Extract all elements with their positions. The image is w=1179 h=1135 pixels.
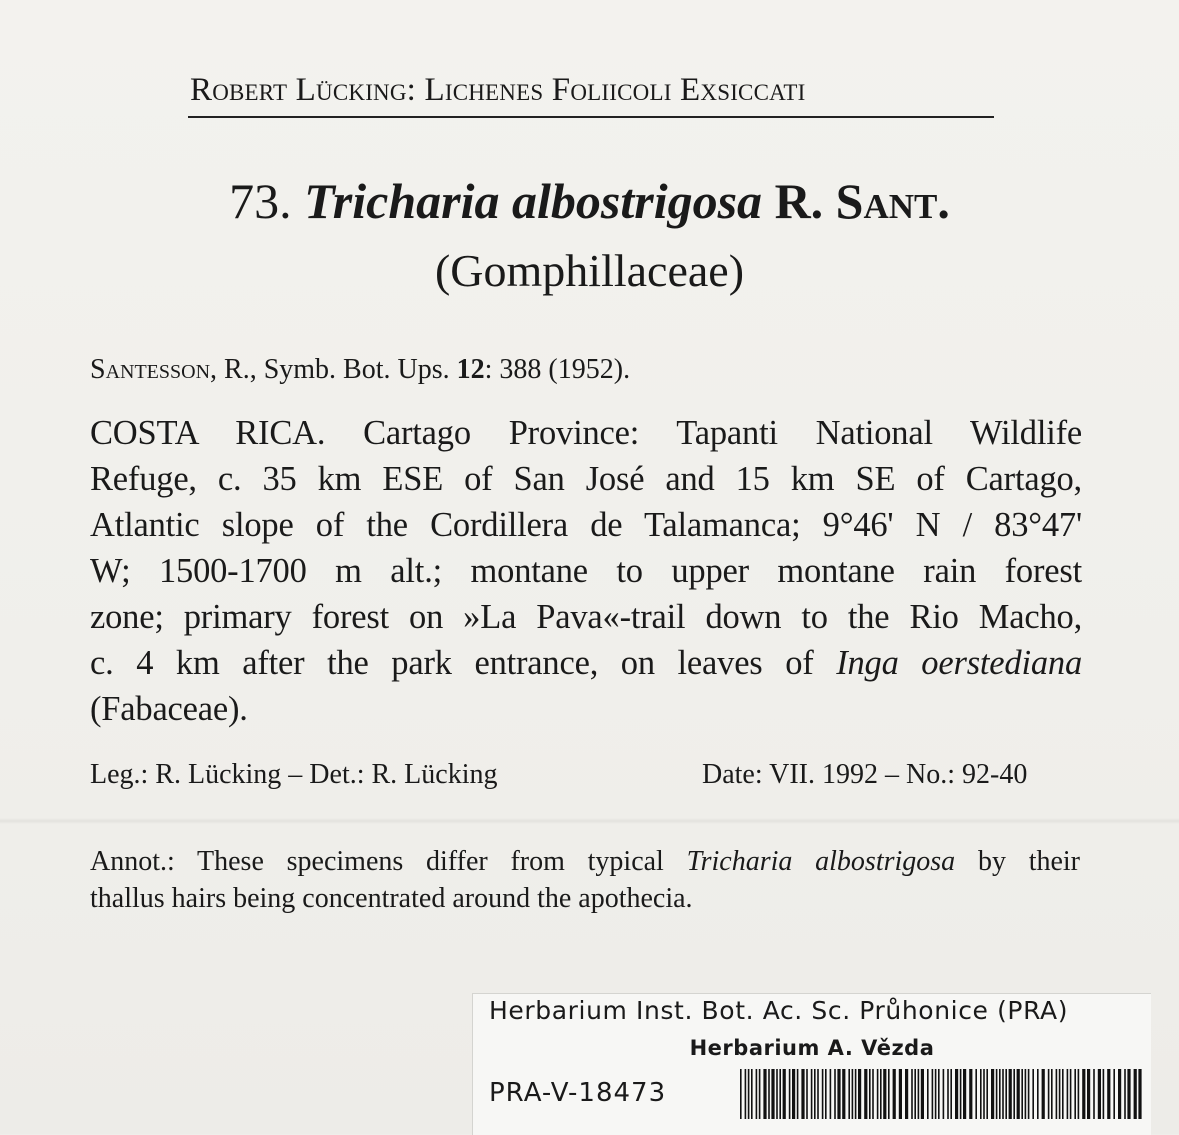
barcode-bar (1032, 1069, 1034, 1119)
barcode-bar (1021, 1069, 1023, 1119)
reference-pages: : 388 (1952). (484, 354, 631, 385)
barcode-bar (1025, 1069, 1027, 1119)
barcode-bar (1098, 1069, 1101, 1119)
locality-line: Atlantic slope of the Cordillera de Talamanca; 9°46' N / 83°47' (90, 506, 1082, 544)
barcode-bar (1042, 1069, 1045, 1119)
barcode-bar (880, 1069, 882, 1119)
barcode-bar (943, 1069, 945, 1119)
barcode-bar (927, 1069, 929, 1119)
barcode-bar (1037, 1069, 1039, 1119)
barcode-bar (938, 1069, 940, 1119)
barcode-bar (858, 1069, 861, 1119)
barcode-bar (888, 1069, 890, 1119)
barcode-bar (1048, 1069, 1050, 1119)
barcode-bar (783, 1069, 786, 1119)
barcode-bar (1082, 1069, 1085, 1119)
annotation-text: by their (955, 846, 1081, 877)
barcode-bar (759, 1069, 761, 1119)
barcode-bar (914, 1069, 916, 1119)
barcode-bar (1074, 1069, 1076, 1119)
barcode-bar (947, 1069, 949, 1119)
locality-line-text: c. 4 km after the park entrance, on leaves of (90, 644, 837, 682)
date-and-number: Date: VII. 1992 – No.: 92-40 (702, 759, 1028, 790)
barcode-bar (822, 1069, 824, 1119)
barcode-bar (1017, 1069, 1020, 1119)
barcode-bar (996, 1069, 998, 1119)
barcode-bar (911, 1069, 913, 1119)
barcode-bar (745, 1069, 747, 1119)
barcode-bar (776, 1069, 778, 1119)
barcode-bar (893, 1069, 896, 1119)
barcode-bar (817, 1069, 819, 1119)
barcode-bar (1028, 1069, 1030, 1119)
barcode-bar (1134, 1069, 1137, 1119)
host-plant: Inga oerstediana (836, 644, 1082, 682)
barcode-bar (864, 1069, 867, 1119)
exsiccata-number: 73. (229, 173, 292, 229)
locality-line: (Fabaceae). (90, 690, 248, 728)
annotation (90, 843, 1080, 917)
annotation-taxon: Tricharia albostrigosa (686, 846, 956, 877)
barcode-bar (1070, 1069, 1072, 1119)
barcode-bar (905, 1069, 908, 1119)
barcode-bar (797, 1069, 799, 1119)
barcode-bar (811, 1069, 813, 1119)
barcode-bar (999, 1069, 1001, 1119)
barcode-bar (814, 1069, 816, 1119)
species-name: Tricharia albostrigosa (304, 173, 763, 229)
barcode-bar (883, 1069, 886, 1119)
barcode-bar (792, 1069, 795, 1119)
barcode-bar (918, 1069, 920, 1119)
barcode-bar (852, 1069, 854, 1119)
barcode-bar (1005, 1069, 1007, 1119)
paper-fold (0, 818, 1179, 824)
barcode-bar (1127, 1069, 1130, 1119)
barcode-bar (991, 1069, 994, 1119)
barcode-bar (986, 1069, 988, 1119)
locality-line: COSTA RICA. Cartago Province: Tapanti National Wildlife (90, 414, 1082, 452)
locality-line: W; 1500-1700 m alt.; montane to upper montane rain forest (90, 552, 1082, 590)
locality-line: Refuge, c. 35 km ESE of San José and 15 km SE of Cartago, (90, 460, 1082, 498)
herbarium-sticker (472, 993, 1151, 1135)
barcode-bar (1118, 1069, 1121, 1119)
locality-description (90, 410, 1082, 732)
barcode-bar (983, 1069, 985, 1119)
barcode-bar (751, 1069, 753, 1119)
barcode (738, 1069, 1148, 1119)
barcode-bar (1113, 1069, 1115, 1119)
barcode-bar (806, 1069, 808, 1119)
barcode-bar (740, 1069, 742, 1119)
barcode-bar (834, 1069, 836, 1119)
literature-reference (90, 354, 630, 386)
barcode-bar (1107, 1069, 1110, 1119)
family-name: (Gomphillaceae) (434, 245, 745, 296)
barcode-bar (1062, 1069, 1064, 1119)
barcode-bar (869, 1069, 871, 1119)
barcode-bar (1067, 1069, 1069, 1119)
locality-line (90, 640, 1082, 686)
barcode-bar (1013, 1069, 1015, 1119)
barcode-bar (855, 1069, 857, 1119)
reference-author: Santesson (90, 354, 211, 385)
title-underline (188, 116, 994, 118)
annotation-text: Annot.: These specimens differ from typical (90, 846, 687, 877)
barcode-bar (825, 1069, 827, 1119)
barcode-bar (932, 1069, 934, 1119)
herbarium-collection: Herbarium A. Vězda (689, 1036, 935, 1060)
barcode-bar (960, 1069, 962, 1119)
barcode-bar (1138, 1069, 1141, 1119)
barcode-bar (975, 1069, 977, 1119)
barcode-bar (1002, 1069, 1004, 1119)
barcode-bar (921, 1069, 924, 1119)
barcode-bar (950, 1069, 952, 1119)
barcode-bar (771, 1069, 774, 1119)
barcode-bar (756, 1069, 758, 1119)
reference-volume: 12 (456, 354, 485, 385)
barcode-bar (980, 1069, 982, 1119)
reference-journal: , R., Symb. Bot. Ups. (210, 354, 457, 385)
barcode-bar (963, 1069, 966, 1119)
barcode-bar (935, 1069, 937, 1119)
barcode-bar (1051, 1069, 1053, 1119)
barcode-bar (899, 1069, 902, 1119)
barcode-bar (768, 1069, 770, 1119)
barcode-bar (837, 1069, 840, 1119)
annotation-line: thallus hairs being concentrated around the apothecia. (90, 883, 693, 914)
collector-determiner: Leg.: R. Lücking – Det.: R. Lücking (90, 759, 498, 790)
barcode-bar (969, 1069, 972, 1119)
barcode-bar (1056, 1069, 1058, 1119)
annotation-line (90, 843, 1080, 880)
series-title: Robert Lücking: Lichenes Foliicoli Exsiccati (190, 72, 806, 108)
barcode-bar (848, 1069, 850, 1119)
barcode-bar (1124, 1069, 1126, 1119)
species-author: R. Sant. (774, 173, 950, 229)
barcode-bar (830, 1069, 832, 1119)
barcode-bar (1059, 1069, 1061, 1119)
barcode-bar (877, 1069, 879, 1119)
species-heading (0, 172, 1179, 230)
barcode-bar (955, 1069, 958, 1119)
barcode-bar (763, 1069, 766, 1119)
barcode-bar (789, 1069, 791, 1119)
locality-line: zone; primary forest on »La Pava«-trail down to the Rio Macho, (90, 598, 1082, 636)
barcode-bar (779, 1069, 781, 1119)
barcode-bar (872, 1069, 874, 1119)
barcode-bar (1078, 1069, 1080, 1119)
barcode-bar (1087, 1069, 1090, 1119)
barcode-bar (842, 1069, 845, 1119)
specimen-id: PRA-V-18473 (489, 1078, 667, 1108)
barcode-bar (1103, 1069, 1105, 1119)
herbarium-institution: Herbarium Inst. Bot. Ac. Sc. Průhonice (PRA) (489, 996, 1069, 1025)
barcode-bar (1009, 1069, 1012, 1119)
barcode-bar (1093, 1069, 1095, 1119)
barcode-bar (801, 1069, 804, 1119)
barcode-bar (748, 1069, 750, 1119)
